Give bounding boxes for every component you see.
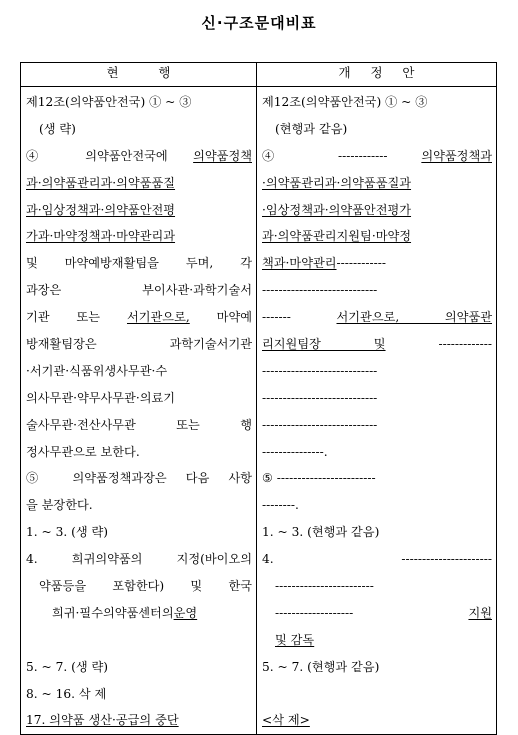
revised-text-line — [262, 116, 492, 143]
revised-text-line — [262, 89, 492, 116]
revised-text-line — [262, 358, 492, 385]
current-text-line — [26, 143, 252, 170]
current-text-line — [26, 331, 252, 358]
current-text-line — [26, 627, 252, 654]
current-text: 희귀·필수의약품센터의 — [52, 605, 174, 620]
current-text-line — [26, 385, 252, 412]
revised-text-line — [262, 439, 492, 466]
revised-underlined-text: 및 감독 — [275, 632, 315, 647]
current-text-line — [26, 358, 252, 385]
comparison-table — [20, 62, 497, 735]
current-text-line — [26, 573, 252, 600]
current-text: 의사무관·약무사무관·의료기 — [26, 390, 176, 405]
revised-text-line — [262, 519, 492, 546]
revised-underlined-text: 의약품정책과 — [421, 148, 492, 163]
revised-text-line — [262, 170, 492, 197]
current-text-line — [26, 492, 252, 519]
revised-text-line — [262, 331, 492, 358]
revised-text-line — [262, 627, 492, 654]
current-underlined-text: 17. 의약품 생산·공급의 중단 — [26, 713, 179, 728]
revised-underlined-text: 책과·마약관리 — [262, 256, 337, 271]
revised-text: (현행과 같음) — [275, 121, 348, 136]
revised-text-line — [262, 304, 492, 331]
revised-text: 제12조(의약품안전국) ① ~ ③ — [262, 95, 428, 109]
current-text: ⑤ 의약품정책과장은 다음 사항 — [26, 471, 252, 486]
revised-text: ---------------. — [262, 444, 328, 459]
revised-text-line — [262, 143, 492, 170]
current-text-line — [26, 116, 252, 143]
current-text: 4. 희귀의약품의 지정(바이오의 — [26, 552, 252, 567]
table-row — [21, 87, 497, 735]
current-text: 술사무관·전산사무관 또는 행 — [26, 417, 252, 432]
current-text: 약품등을 포함한다) 및 한국 — [39, 579, 252, 594]
revised-underlined-text: 지원 — [468, 605, 492, 620]
current-text-line — [26, 600, 252, 627]
revised-underlined-text: ·의약품관리과·의약품품질과 — [262, 175, 412, 190]
revised-underlined-text: <삭 제> — [262, 713, 310, 728]
revised-text: ------------------------ — [275, 579, 374, 594]
revised-text-line — [262, 223, 492, 250]
revised-text: ⑤ ------------------------ — [262, 471, 376, 486]
revised-text-line — [262, 465, 492, 492]
revised-text: 5. ~ 7. (현행과 같음) — [262, 659, 380, 674]
revised-text-line — [262, 681, 492, 708]
revised-text-line — [262, 412, 492, 439]
revised-text-line — [262, 600, 492, 627]
current-text: 방재활팀장은 과학기술서기관 — [26, 337, 252, 352]
current-text: 제12조(의약품안전국) ① ~ ③ — [26, 95, 192, 109]
current-underlined-text: 서기관으로, — [126, 310, 190, 325]
revised-text: ---------------------------- — [262, 417, 378, 432]
current-text-line — [26, 223, 252, 250]
current-text-line — [26, 707, 252, 734]
revised-text: --------. — [262, 498, 299, 513]
current-text-line — [26, 519, 252, 546]
header-current: 현 행 — [21, 63, 257, 87]
revised-text-line — [262, 654, 492, 681]
current-text: 5. ~ 7. (생 략) — [26, 659, 109, 674]
current-text-line — [26, 681, 252, 708]
current-text-line — [26, 304, 252, 331]
revised-underlined-text: ·임상정책과·의약품안전평가 — [262, 202, 412, 217]
current-text: 정사무관으로 보한다. — [26, 444, 140, 459]
current-text: 1. ~ 3. (생 략) — [26, 525, 109, 540]
revised-text-line — [262, 277, 492, 304]
current-text-line — [26, 546, 252, 573]
revised-text-line — [262, 546, 492, 573]
current-underlined-text: 가과·마약정책과·마약관리과 — [26, 229, 176, 244]
current-text: 및 마약예방재활팀을 두며, 각 — [26, 256, 252, 271]
revised-text: 4. ---------------------- — [262, 552, 492, 567]
revised-underlined-text: 서기관으로, 의약품관 — [336, 310, 492, 325]
revised-underlined-text: 과·의약품관리지원팀·마약정 — [262, 229, 412, 244]
revised-text-line — [262, 492, 492, 519]
current-text-line — [26, 250, 252, 277]
current-text-line — [26, 277, 252, 304]
current-text-cell — [21, 87, 257, 735]
revised-text-line — [262, 197, 492, 224]
current-underlined-text: 의약품정책 — [193, 148, 252, 163]
revised-text: ------------------- — [275, 605, 469, 620]
current-text: 기관 또는 — [26, 310, 127, 325]
revised-text: 1. ~ 3. (현행과 같음) — [262, 525, 380, 540]
revised-text-line — [262, 707, 492, 734]
revised-text: ------- — [262, 310, 337, 325]
current-text-line — [26, 170, 252, 197]
current-text: 을 분장한다. — [26, 498, 93, 513]
current-text-line — [26, 412, 252, 439]
revised-text: ------------ — [336, 256, 386, 271]
revised-text: ④ ------------ — [262, 148, 422, 163]
current-text-line — [26, 439, 252, 466]
revised-text-cell — [257, 87, 497, 735]
current-underlined-text: 운영 — [173, 605, 198, 620]
table-header-row — [21, 63, 497, 87]
current-text-line — [26, 465, 252, 492]
revised-text: ---------------------------- — [262, 390, 378, 405]
current-text: (생 략) — [39, 121, 76, 136]
revised-text-line — [262, 385, 492, 412]
current-underlined-text: 과·임상정책과·의약품안전평 — [26, 202, 176, 217]
revised-text-line — [262, 573, 492, 600]
header-revised: 개 정 안 — [257, 63, 497, 87]
revised-text: ---------------------------- — [262, 363, 378, 378]
revised-text-line — [262, 250, 492, 277]
revised-text: ------------- — [385, 337, 492, 352]
current-text: ④ 의약품안전국에 — [26, 148, 194, 163]
revised-underlined-text: 리지원팀장 및 — [262, 337, 386, 352]
current-text-line — [26, 89, 252, 116]
current-text-line — [26, 654, 252, 681]
current-underlined-text: 과·의약품관리과·의약품품질 — [26, 175, 176, 190]
current-text: 마약예 — [189, 310, 252, 325]
current-text-line — [26, 197, 252, 224]
current-text: 8. ~ 16. 삭 제 — [26, 686, 107, 701]
revised-text: ---------------------------- — [262, 283, 378, 298]
current-text: 과장은 부이사관·과학기술서 — [26, 283, 252, 298]
current-text: ·서기관·식품위생사무관·수 — [26, 363, 168, 378]
page-title: 신·구조문대비표 — [201, 14, 317, 32]
